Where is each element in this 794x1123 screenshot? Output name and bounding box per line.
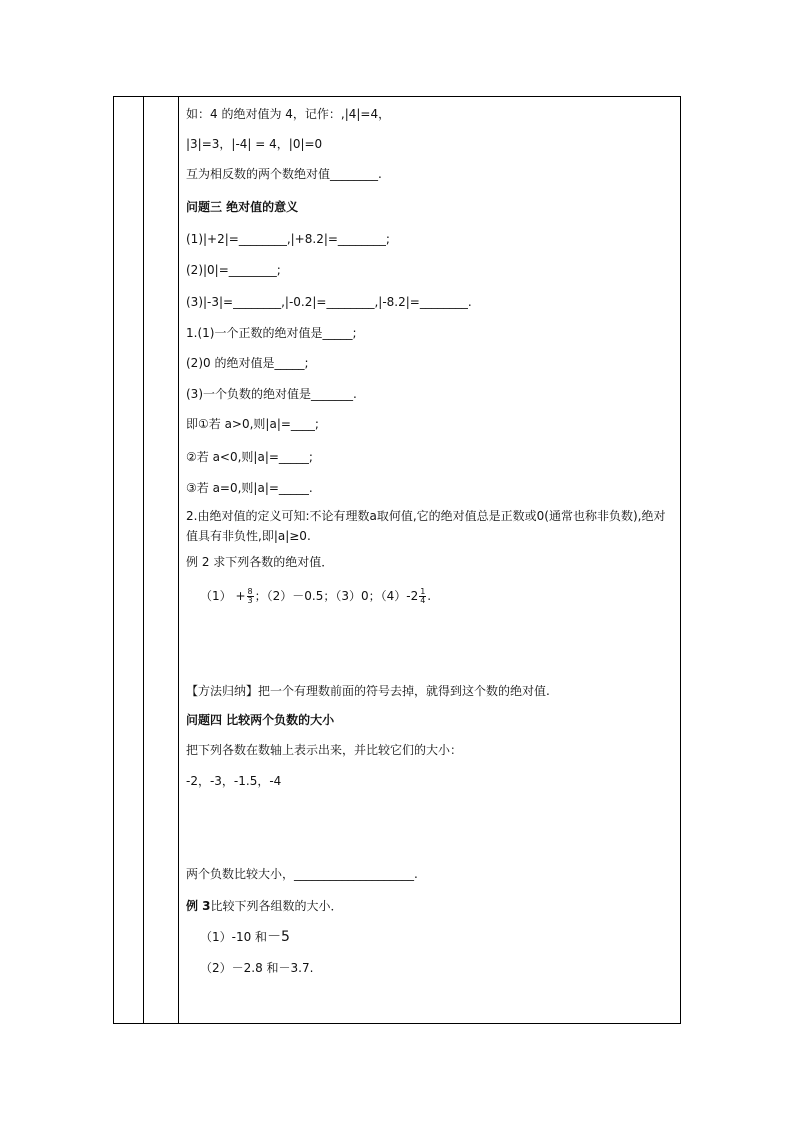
example-text: 比较下列各组数的大小． (210, 899, 343, 913)
column-divider (178, 97, 179, 1023)
fraction-denominator: 4 (420, 596, 426, 605)
text-line: ②若 a<0,则|a|=_____; (186, 450, 313, 464)
example-3-heading (186, 898, 343, 914)
text-line: 例 2 求下列各数的绝对值． (186, 555, 334, 569)
compare-item: （2）－2.8 和－3.7. (200, 961, 314, 975)
example-2-items (200, 588, 431, 605)
text-line: (2)0 的绝对值是_____; (186, 356, 309, 370)
text-line: 互为相反数的两个数绝对值________. (186, 167, 382, 181)
text-line: (1)|+2|=________,|+8.2|=________; (186, 232, 390, 246)
text-line: (2)|0|=________; (186, 263, 281, 277)
compare-text: （1）-10 和 (200, 930, 268, 944)
fraction-denominator: 3 (247, 596, 253, 605)
section-heading: 问题四 比较两个负数的大小 (186, 713, 335, 727)
method-summary: 【方法归纳】把一个有理数前面的符号去掉，就得到这个数的绝对值. (186, 684, 550, 698)
example-label: 例 3 (186, 899, 211, 913)
compare-text: －5 (267, 929, 290, 945)
text-paragraph: 2.由绝对值的定义可知:不论有理数a取何值,它的绝对值总是正数或0(通常也称非负数),绝对值具有非负性,即|a|≥0. (186, 509, 666, 543)
text-line: 1.(1)一个正数的绝对值是_____; (186, 326, 357, 340)
fraction-numerator: 1 (420, 587, 426, 596)
text-line: 把下列各数在数轴上表示出来，并比较它们的大小： (186, 743, 463, 757)
column-divider (143, 97, 144, 1023)
text-line: (3)一个负数的绝对值是_______. (186, 387, 357, 401)
section-heading: 问题三 绝对值的意义 (186, 200, 299, 214)
number-list: -2，-3，-1.5，-4 (186, 774, 282, 788)
example-text: . (427, 589, 432, 603)
fraction-numerator: 8 (247, 587, 253, 596)
text-line: ③若 a=0,则|a|=_____. (186, 481, 313, 495)
text-line: 即①若 a>0,则|a|=____; (186, 417, 319, 431)
text-line: 如：4 的绝对值为 4，记作：,|4|=4， (186, 107, 391, 121)
fraction (247, 588, 254, 605)
compare-item (200, 929, 290, 945)
example-text: ；（2）－0.5；（3）0；（4）-2 (254, 589, 419, 603)
text-line: (3)|-3|=________,|-0.2|=________,|-8.2|=________. (186, 295, 472, 309)
fraction (419, 588, 426, 605)
text-line: 两个负数比较大小，____________________. (186, 867, 418, 881)
example-text: （1） + (200, 589, 246, 603)
text-line: |3|=3，|-4| = 4，|0|=0 (186, 137, 323, 151)
